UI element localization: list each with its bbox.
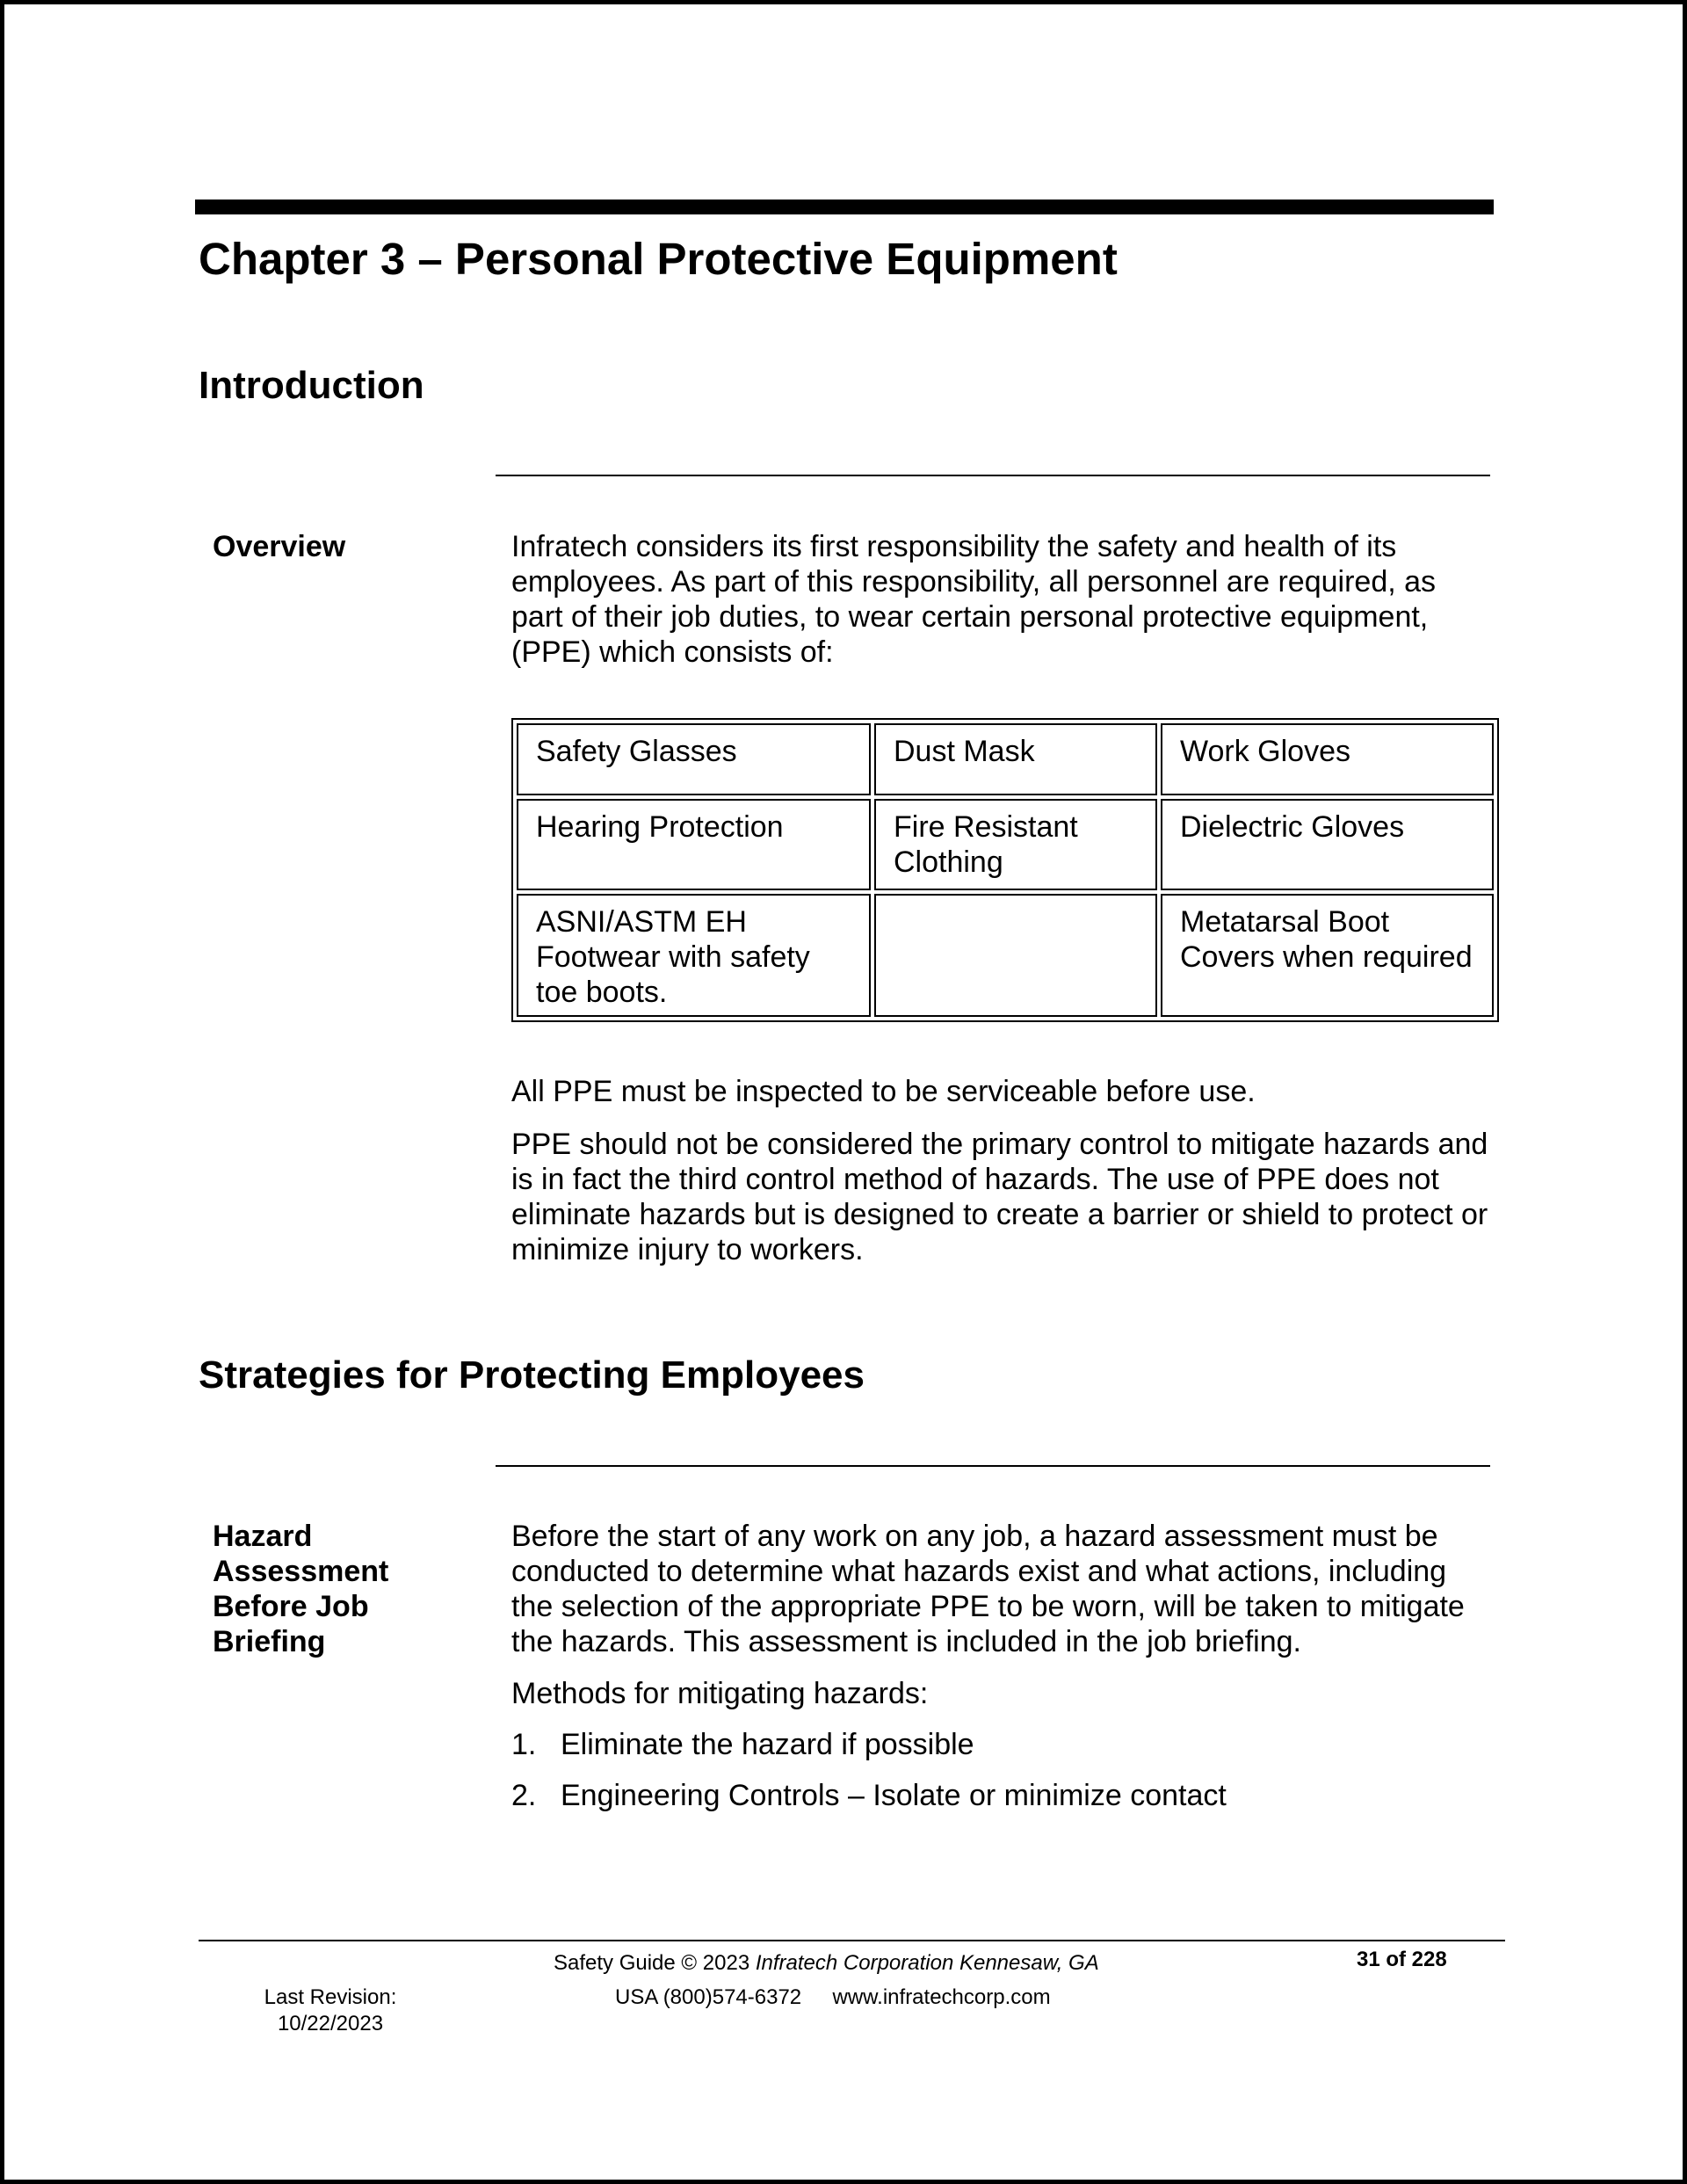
ppe-cell: Dielectric Gloves [1161, 799, 1494, 890]
inspection-note: All PPE must be inspected to be serviceable before use. [511, 1075, 1256, 1108]
strategies-heading: Strategies for Protecting Employees [199, 1353, 865, 1397]
ppe-table-row [517, 723, 1494, 795]
methods-intro: Methods for mitigating hazards: [511, 1677, 929, 1710]
ppe-cell: Work Gloves [1161, 723, 1494, 795]
control-paragraph: PPE should not be considered the primary control to mitigate hazards and is in fact the third control method of hazards. The use of PPE does not eliminate hazards but is designed to create a barrier or shield to protect or minimize injury to workers. [511, 1128, 1488, 1266]
chapter-title: Chapter 3 – Personal Protective Equipment [199, 234, 1118, 284]
footer-rule [199, 1940, 1505, 1941]
footer-copyright [554, 1950, 1099, 1977]
list-item-number: 2. [511, 1779, 537, 1812]
list-item-text: Eliminate the hazard if possible [561, 1728, 974, 1761]
ppe-cell: ASNI/ASTM EH Footwear with safety toe boots. [517, 894, 871, 1017]
strategies-rule [496, 1465, 1490, 1467]
list-item-number: 1. [511, 1728, 537, 1761]
ppe-cell: Fire Resistant Clothing [874, 799, 1157, 890]
ppe-table-row [517, 799, 1494, 890]
ppe-cell: Metatarsal Boot Covers when required [1161, 894, 1494, 1017]
overview-paragraph: Infratech considers its first responsibility the safety and health of its employees. As part of this responsibility, all personnel are required, as part of their job duties, to wear certain personal protective equipment, (PPE) which consists of: [511, 530, 1437, 669]
ppe-table-row [517, 894, 1494, 1017]
ppe-table [511, 718, 1499, 1022]
ppe-cell: Safety Glasses [517, 723, 871, 795]
footer-website[interactable]: www.infratechcorp.com [832, 1985, 1051, 2009]
overview-label: Overview [213, 530, 346, 563]
last-revision [243, 1984, 418, 2037]
revision-label: Last Revision: [264, 1985, 397, 2009]
footer-phone: USA (800)574-6372 [615, 1985, 802, 2009]
footer-contact [615, 1984, 1051, 2011]
methods-list [511, 1727, 1227, 1829]
list-item [511, 1727, 1227, 1762]
ppe-cell: Hearing Protection [517, 799, 871, 890]
list-item [511, 1778, 1227, 1813]
introduction-heading: Introduction [199, 364, 424, 407]
hazard-assessment-label: Hazard Assessment Before Job Briefing [213, 1520, 389, 1658]
footer-guide: Safety Guide © 2023 [554, 1951, 750, 1975]
list-item-text: Engineering Controls – Isolate or minimize contact [561, 1779, 1227, 1812]
ppe-cell: Dust Mask [874, 723, 1157, 795]
hazard-paragraph: Before the start of any work on any job, a hazard assessment must be conducted to determine what hazards exist and what actions, including the selection of the appropriate PPE to be worn, will be taken to mitigate the hazards. This assessment is included in the job briefing. [511, 1520, 1465, 1658]
revision-date: 10/22/2023 [277, 2012, 384, 2035]
ppe-cell [874, 894, 1157, 1017]
chapter-top-rule [195, 200, 1494, 214]
footer-company: Infratech Corporation Kennesaw, GA [755, 1951, 1099, 1975]
introduction-rule [496, 475, 1490, 476]
page-number: 31 of 228 [1357, 1948, 1447, 1971]
